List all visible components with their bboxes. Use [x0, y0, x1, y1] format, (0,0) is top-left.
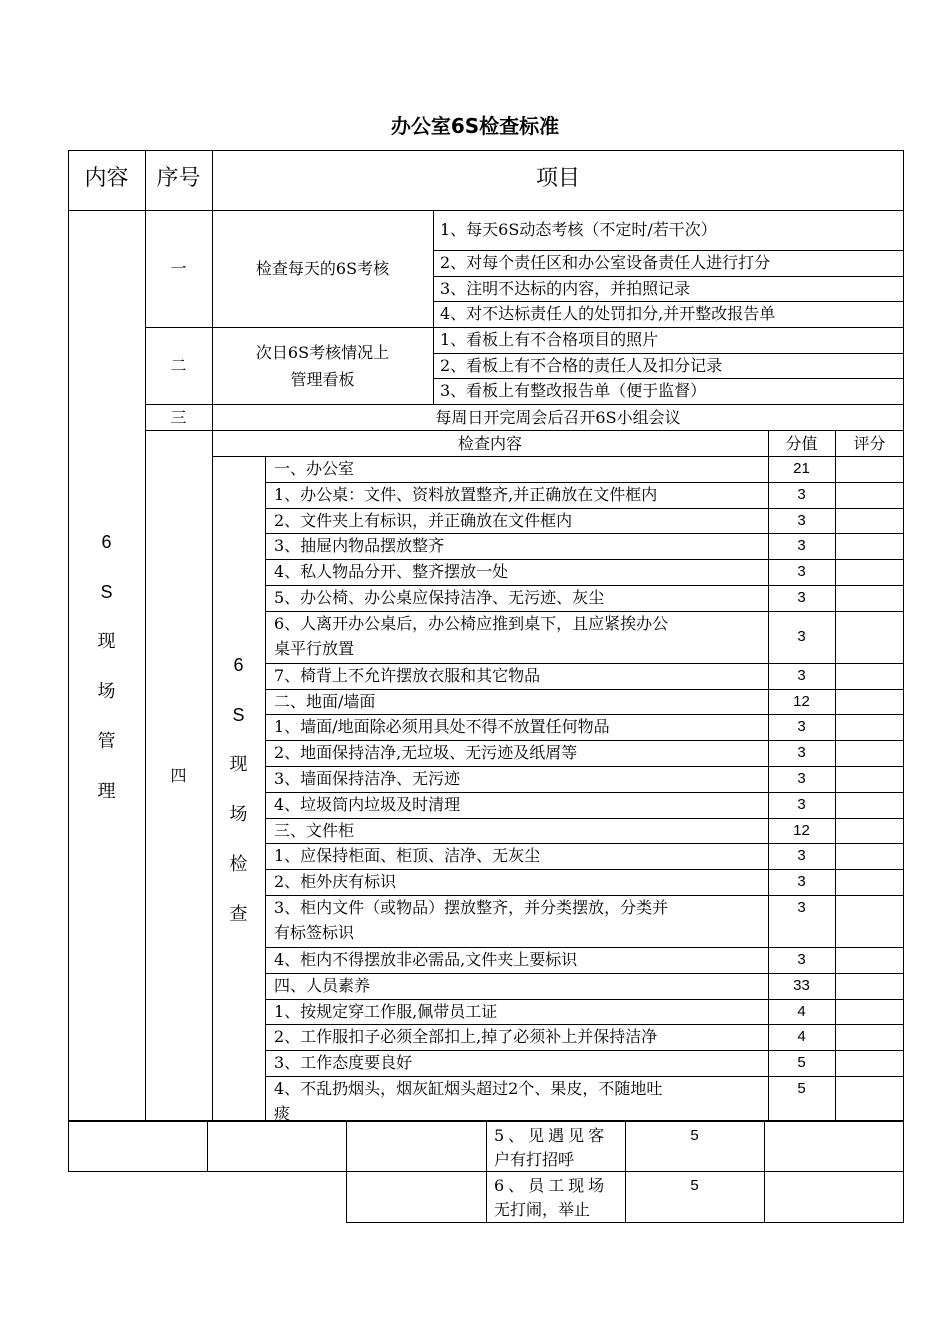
- inspection-row-rating-cell[interactable]: [836, 509, 903, 533]
- inspection-row-rating-cell[interactable]: [836, 793, 903, 817]
- inspection-row-rating-cell[interactable]: [836, 664, 903, 688]
- inspection-row-text: 5、办公椅、办公桌应保持洁净、无污迹、灰尘: [274, 588, 605, 607]
- inspection-row-score: 3: [797, 589, 806, 606]
- inspection-row-text: 4、垃圾筒内垃圾及时清理: [274, 794, 461, 814]
- header-seq: 序号: [156, 166, 201, 191]
- inspection-row-text: 4、柜内不得摆放非必需品,文件夹上要标识: [274, 950, 578, 969]
- section1-name: 检查每天的6S考核: [255, 259, 390, 278]
- inspection-row-text: 2、柜外庆有标识: [274, 872, 397, 892]
- inspection-row-text: 1、应保持柜面、柜顶、洁净、无灰尘: [274, 846, 541, 866]
- inspection-row-rating-cell[interactable]: [836, 1000, 903, 1024]
- overflow-row-text: 无打闹，举止: [494, 1200, 591, 1219]
- inspection-row-score: 3: [797, 718, 806, 736]
- inspection-row-rating-cell[interactable]: [836, 870, 903, 894]
- inspection-row-text: 二、地面/墙面: [274, 691, 376, 711]
- inspection-row-rating-cell[interactable]: [836, 767, 903, 791]
- inspection-row-text: 三、文件柜: [274, 820, 355, 840]
- section4-sub-label: 6 S 现 场 检 查: [229, 655, 248, 925]
- inspection-row-score: 3: [797, 744, 806, 762]
- section3-num: 三: [170, 408, 187, 427]
- inspection-row-score: 33: [793, 976, 810, 994]
- section3-text: 每周日开完周会后召开6S小组会议: [435, 408, 681, 427]
- section4-num: 四: [170, 766, 187, 785]
- inspection-row-text: 1、按规定穿工作服,佩带员工证: [274, 1001, 498, 1021]
- inspection-row-score: 21: [793, 460, 810, 477]
- inspection-row-rating-cell[interactable]: [836, 844, 903, 868]
- header-content: 内容: [84, 166, 129, 191]
- section2-name-line2: 管理看板: [290, 370, 355, 389]
- inspection-row-rating-cell[interactable]: [836, 534, 903, 558]
- section4-head-content: 检查内容: [457, 434, 522, 453]
- inspection-row-score: 3: [797, 770, 806, 787]
- section4-head-score: 分值: [785, 434, 818, 453]
- overflow-row-score: 5: [690, 1177, 699, 1194]
- inspection-row-score: 3: [797, 951, 806, 968]
- inspection-row-score: 3: [797, 485, 806, 503]
- inspection-row-rating-cell[interactable]: [836, 974, 903, 998]
- inspection-row-text: 2、工作服扣子必须全部扣上,掉了必须补上并保持洁净: [274, 1027, 658, 1047]
- inspection-row-rating-cell[interactable]: [836, 741, 903, 765]
- section2-name-line1: 次日6S考核情况上: [255, 343, 390, 362]
- inspection-row-rating-cell[interactable]: [836, 690, 903, 714]
- inspection-row-rating-cell[interactable]: [836, 612, 903, 662]
- inspection-row-rating-cell[interactable]: [836, 1077, 903, 1127]
- inspection-row-text: 痰: [274, 1104, 291, 1123]
- inspection-row-text: 桌平行放置: [274, 638, 355, 658]
- inspection-row-text: 1、办公桌：文件、资料放置整齐,并正确放在文件框内: [274, 484, 658, 504]
- inspection-row-score: 5: [797, 1054, 806, 1072]
- section4-head-rating: 评分: [853, 434, 886, 453]
- inspection-row-text: 3、工作态度要良好: [274, 1053, 413, 1073]
- inspection-row-text: 2、地面保持洁净,无垃圾、无污迹及纸屑等: [274, 743, 578, 763]
- section1-item: 2、对每个责任区和办公室设备责任人进行打分: [440, 253, 771, 272]
- inspection-row-score: 3: [797, 537, 806, 555]
- document-title: 办公室6S检查标准: [390, 114, 560, 138]
- inspection-row-score: 12: [793, 692, 810, 710]
- overflow-row-score: 5: [690, 1127, 699, 1144]
- inspection-row-rating-cell[interactable]: [836, 457, 903, 481]
- inspection-row-rating-cell[interactable]: [836, 1025, 903, 1049]
- section1-item: 4、对不达标责任人的处罚扣分,并开整改报告单: [440, 304, 776, 323]
- inspection-row-score: 3: [797, 563, 806, 581]
- inspection-row-text: 3、墙面保持洁净、无污迹: [274, 769, 461, 788]
- inspection-row-text: 2、文件夹上有标识，并正确放在文件框内: [274, 510, 573, 530]
- inspection-row-score: 12: [793, 821, 810, 839]
- side-label: 6 S 现 场 管 理: [97, 532, 116, 802]
- inspection-row-score: 4: [797, 1028, 806, 1046]
- inspection-row-rating-cell[interactable]: [836, 483, 903, 507]
- inspection-row-text: 7、椅背上不允许摆放衣服和其它物品: [274, 665, 541, 685]
- inspection-row-text: 一、办公室: [274, 459, 355, 478]
- inspection-row-score: 3: [797, 873, 806, 891]
- section1-item: 3、注明不达标的内容，并拍照记录: [440, 279, 691, 298]
- inspection-row-rating-cell[interactable]: [836, 1051, 903, 1075]
- section1-num: 一: [170, 259, 187, 278]
- overflow-row-text: 户有打招呼: [494, 1150, 575, 1169]
- overflow-row-text: 6、员工现场: [494, 1176, 609, 1195]
- inspection-row-rating-cell[interactable]: [836, 715, 903, 739]
- overflow-row-text: 5、见遇见客: [494, 1126, 609, 1145]
- inspection-row-score: 3: [797, 627, 806, 645]
- section2-num: 二: [170, 356, 187, 375]
- inspection-row-text: 3、柜内文件（或物品）摆放整齐，并分类摆放，分类并: [274, 898, 669, 917]
- inspection-row-score: 3: [797, 511, 806, 529]
- inspection-row-score: 3: [797, 795, 806, 813]
- inspection-row-text: 四、人员素养: [274, 975, 371, 995]
- inspection-row-text: 有标签标识: [274, 923, 355, 942]
- inspection-row-text: 4、私人物品分开、整齐摆放一处: [274, 562, 509, 582]
- inspection-row-rating-cell[interactable]: [836, 896, 903, 946]
- inspection-row-score: 5: [797, 1080, 806, 1097]
- inspection-row-rating-cell[interactable]: [836, 819, 903, 843]
- inspection-row-score: 3: [797, 899, 806, 916]
- header-item: 项目: [535, 166, 580, 191]
- inspection-row-score: 3: [797, 847, 806, 865]
- section2-item: 2、看板上有不合格的责任人及扣分记录: [440, 356, 723, 375]
- section1-item: 1、每天6S动态考核（不定时/若干次）: [440, 220, 717, 239]
- inspection-row-text: 1、墙面/地面除必须用具处不得不放置任何物品: [274, 717, 610, 737]
- inspection-row-text: 4、不乱扔烟头，烟灰缸烟头超过2个、果皮，不随地吐: [274, 1079, 663, 1098]
- inspection-row-score: 4: [797, 1002, 806, 1020]
- inspection-row-rating-cell[interactable]: [836, 586, 903, 610]
- inspection-row-text: 6、人离开办公桌后，办公椅应推到桌下，且应紧挨办公: [274, 613, 669, 633]
- inspection-row-rating-cell[interactable]: [836, 948, 903, 972]
- section2-item: 3、看板上有整改报告单（便于监督）: [440, 381, 707, 400]
- section2-item: 1、看板上有不合格项目的照片: [440, 330, 659, 349]
- inspection-row-score: 3: [797, 666, 806, 684]
- inspection-row-rating-cell[interactable]: [836, 560, 903, 584]
- inspection-row-text: 3、抽屉内物品摆放整齐: [274, 536, 445, 556]
